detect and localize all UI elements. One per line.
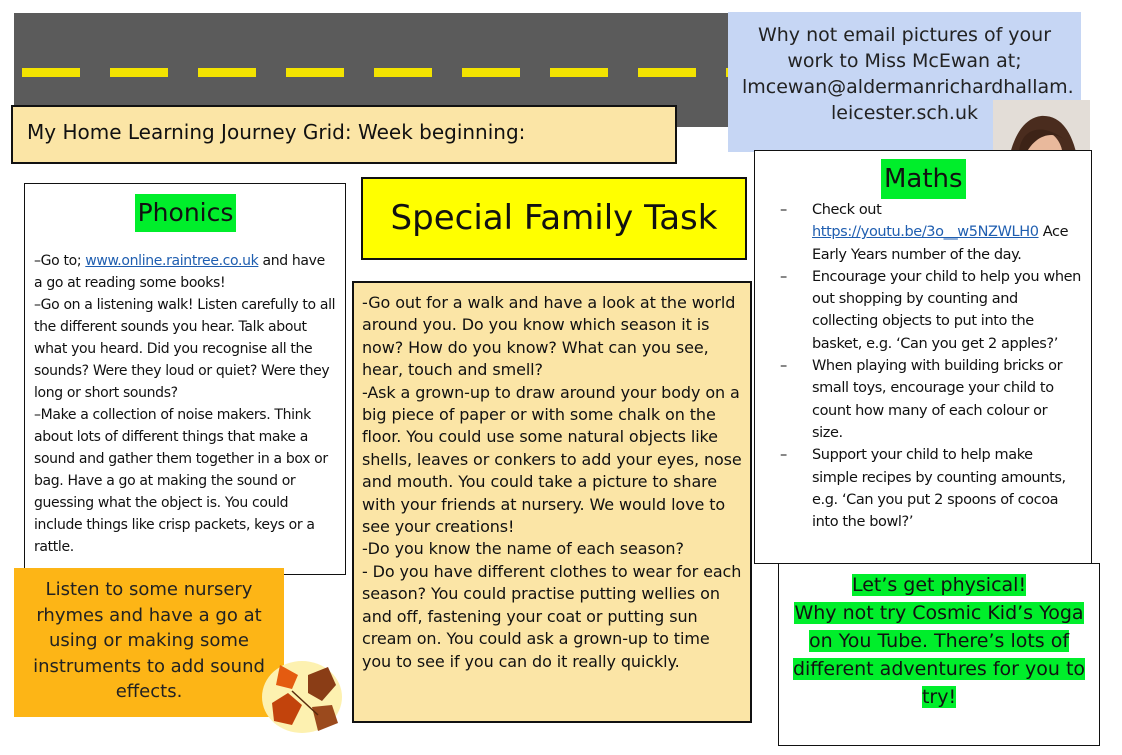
phonics-panel xyxy=(24,183,346,575)
maths-item-1-suffix: Ace Early Years number of the day. xyxy=(812,224,1069,263)
road-dash xyxy=(638,68,696,77)
phonics-item-3: –Make a collection of noise makers. Think about lots of different things that make a sound and gather them together in a box or bag. Have a go at making the sound or guessing what the object is. You could include things like crisp packets, keys or a rattle. xyxy=(34,407,328,555)
maths-item-3: When playing with building bricks or small toys, encourage your child to count how many of each colour or size. xyxy=(812,358,1063,441)
maths-item xyxy=(775,199,1081,266)
phonics-title: Phonics xyxy=(135,194,237,232)
maths-list xyxy=(775,199,1081,533)
page-title-box xyxy=(11,105,677,164)
email-address-line-2: leicester.sch.uk xyxy=(831,102,978,124)
autumn-leaves-icon xyxy=(258,645,350,737)
maths-item-4: Support your child to help make simple recipes by counting amounts, e.g. ‘Can you put 2 spoons of cocoa into the bowl?’ xyxy=(812,447,1066,531)
physical-heading: Let’s get physical! xyxy=(851,574,1027,596)
road-dash xyxy=(550,68,608,77)
maths-panel xyxy=(754,150,1092,564)
maths-item xyxy=(775,266,1081,355)
special-task-panel xyxy=(352,281,752,723)
road-dash xyxy=(22,68,80,77)
maths-item xyxy=(775,355,1081,444)
road-dash xyxy=(462,68,520,77)
phonics-item-2: –Go on a listening walk! Listen carefully to all the different sounds you hear. Talk about what you heard. Did you recognise all the sounds? Were they loud or quiet? Were they long or short sounds? xyxy=(34,297,336,401)
raintree-link[interactable]: www.online.raintree.co.uk xyxy=(85,253,259,269)
email-line-1: Why not email pictures of your xyxy=(757,24,1052,46)
special-task-p1: -Go out for a walk and have a look at the world around you. Do you know which season it is now? How do you know? What can you see, hear, touch and smell? xyxy=(362,293,736,380)
special-task-title-box xyxy=(361,177,747,260)
maths-title: Maths xyxy=(881,159,966,199)
special-task-title: Special Family Task xyxy=(390,198,718,238)
phonics-body xyxy=(34,250,337,558)
maths-item-2: Encourage your child to help you when out shopping by counting and collecting objects to put into the basket, e.g. ‘Can you get 2 apples?’ xyxy=(812,268,1081,352)
road-dash xyxy=(374,68,432,77)
physical-text: Why not try Cosmic Kid’s Yoga on You Tube. There’s lots of different adventures for you to try! xyxy=(792,602,1086,708)
maths-item xyxy=(775,444,1081,533)
email-address-line-1: lmcewan@aldermanrichardhallam. xyxy=(742,76,1074,98)
email-line-2: work to Miss McEwan at; xyxy=(787,50,1022,72)
listen-text: Listen to some nursery rhymes and have a go at using or making some instruments to add sound effects. xyxy=(33,579,265,702)
special-task-p2: -Ask a grown-up to draw around your body on a big piece of paper or with some chalk on the floor. You could use some natural objects like shells, leaves or conkers to add your eyes, nose and mouth. You could take a picture to share with your friends at nursery. We would love to see your creations! xyxy=(362,382,742,537)
road-dash xyxy=(286,68,344,77)
phonics-item-1-suffix: and have a go at reading some books! xyxy=(34,253,325,291)
special-task-p4: - Do you have different clothes to wear for each season? You could practise putting wellies on and off, fastening your coat or putting sun cream on. You could ask a grown-up to time you to see if you can do it really quickly. xyxy=(362,561,742,671)
autumn-leaves-image xyxy=(258,645,350,737)
listen-activity-box xyxy=(14,568,284,717)
road-dash xyxy=(198,68,256,77)
phonics-item-1-prefix: –Go to; xyxy=(34,253,86,269)
page-title: My Home Learning Journey Grid: Week beginning: xyxy=(27,120,526,144)
youtube-link[interactable]: https://youtu.be/3o__w5NZWLH0 xyxy=(812,224,1039,241)
road-dash xyxy=(110,68,168,77)
special-task-p3: -Do you know the name of each season? xyxy=(362,539,684,559)
maths-item-1-prefix: Check out xyxy=(812,202,882,218)
physical-activity-box xyxy=(778,563,1100,746)
